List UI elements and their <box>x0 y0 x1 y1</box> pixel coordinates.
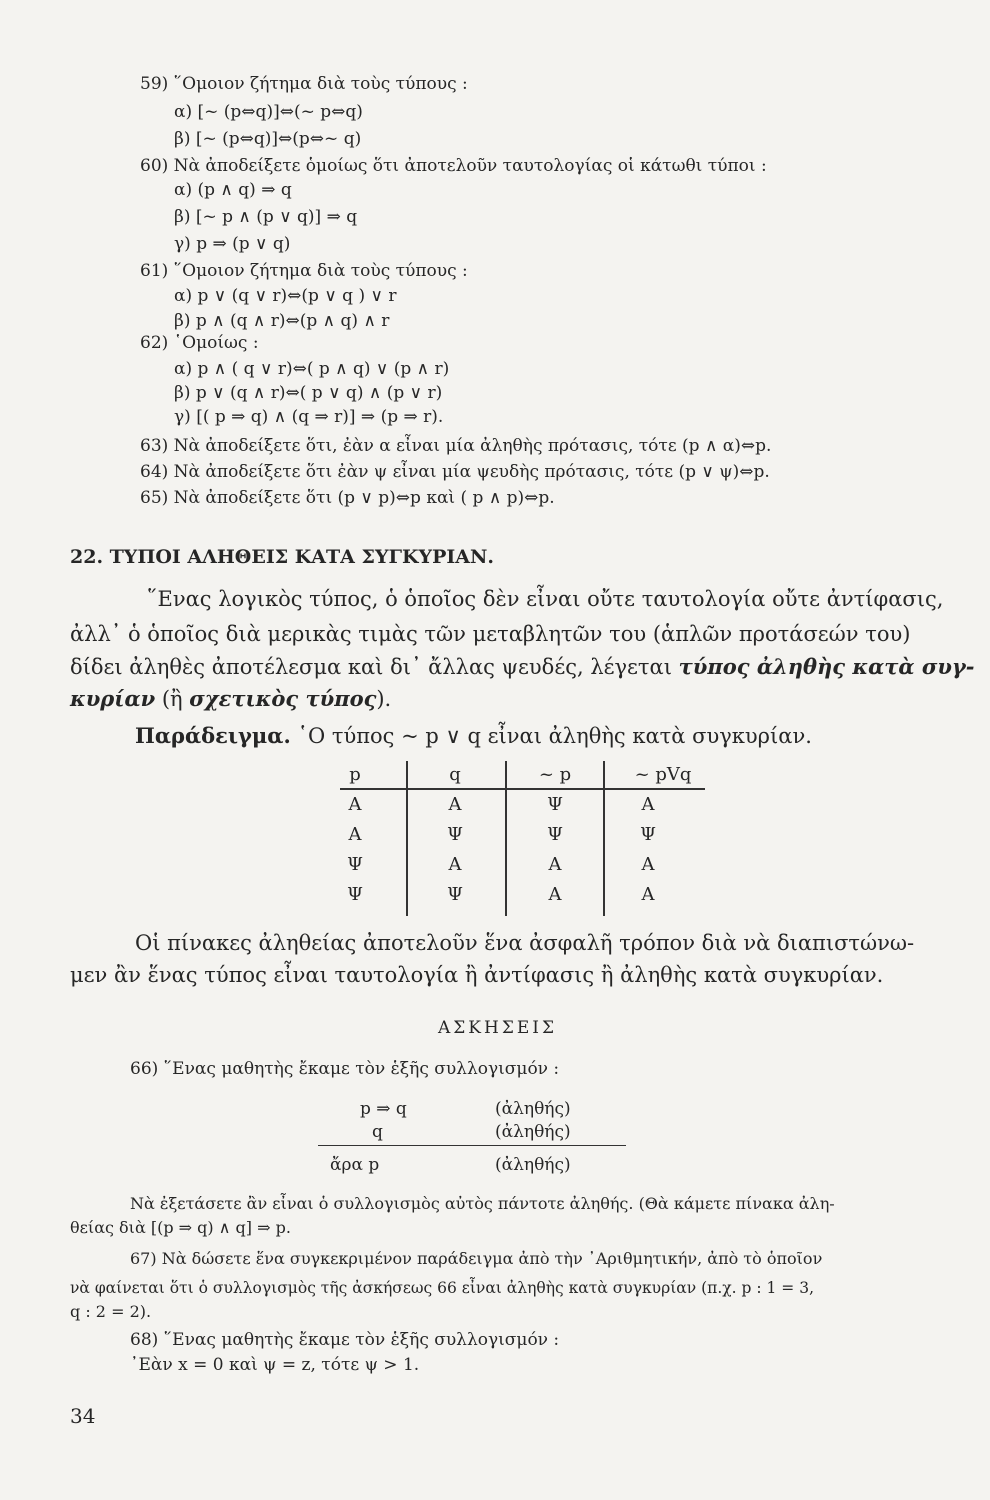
table-cell: Α <box>448 794 462 815</box>
ex60-a: α) (p ∧ q) ⇒ q <box>174 180 292 200</box>
ex67-line3: q : 2 = 2). <box>70 1302 152 1321</box>
ex68-line2: ᾽Εὰν x = 0 καὶ ψ = z, τότε ψ > 1. <box>130 1355 420 1375</box>
ex60-c: γ) p ⇒ (p ∨ q) <box>174 234 291 254</box>
table-cell: Ψ <box>347 884 363 905</box>
ex66-task-line2: θείας διὰ [(p ⇒ q) ∧ q] ⇒ p. <box>70 1218 291 1237</box>
table-header: p <box>349 764 361 785</box>
table-cell: Ψ <box>347 854 363 875</box>
section-p1-line4: κυρίαν (ἢ σχετικὸς τύπος). <box>70 686 392 711</box>
syllogism-note-3: (ἀληθής) <box>495 1155 571 1175</box>
ex62-c: γ) [( p ⇒ q) ∧ (q ⇒ r)] ⇒ (p ⇒ r). <box>174 407 444 427</box>
section-p2-line1: Οἱ πίνακες ἀληθείας ἀποτελοῦν ἕνα ἀσφαλῆ τρόπον διὰ νὰ διαπιστώνω- <box>135 931 915 955</box>
table-header: ~ pVq <box>634 764 692 785</box>
ex60-intro: 60) Νὰ ἀποδείξετε ὁμοίως ὅτι ἀποτελοῦν ταυτολογίας οἱ κάτωθι τύποι : <box>140 156 767 176</box>
section-p1-line1: ῞Ενας λογικὸς τύπος, ὁ ὁποῖος δὲν εἶναι οὔτε ταυτολογία οὔτε ἀντίφασις, <box>147 587 944 611</box>
ex62-b: β) p ∨ (q ∧ r)⇔( p ∨ q) ∧ (p ∨ r) <box>174 383 443 403</box>
table-cell: Α <box>348 824 362 845</box>
ex61-a: α) p ∨ (q ∨ r)⇔(p ∨ q ) ∨ r <box>174 286 397 306</box>
section-p1-line3: δίδει ἀληθὲς ἀποτέλεσμα καὶ δι᾽ ἄλλας ψευδές, λέγεται τύπος ἀληθὴς κατὰ συγ- <box>70 654 975 679</box>
example-label: Παράδειγμα. <box>135 723 291 748</box>
syllogism-note-1: (ἀληθής) <box>495 1099 571 1119</box>
ex59-b: β) [~ (p⇔q)]⇔(p⇔~ q) <box>174 129 362 149</box>
table-cell: Α <box>641 794 655 815</box>
ex61-b: β) p ∧ (q ∧ r)⇔(p ∧ q) ∧ r <box>174 311 390 331</box>
table-cell: Α <box>641 854 655 875</box>
table-cell: Α <box>641 884 655 905</box>
ex67-line2: νὰ φαίνεται ὅτι ὁ συλλογισμὸς τῆς ἀσκήσεως 66 εἶναι ἀληθὴς κατὰ συγκυρίαν (π.χ. p : 1 = 3, <box>70 1279 815 1297</box>
table-cell: Ψ <box>447 884 463 905</box>
example-line: Παράδειγμα. ῾Ο τύπος ~ p ∨ q εἶναι ἀληθὴς κατὰ συγκυρίαν. <box>135 723 812 748</box>
table-header: q <box>449 764 461 785</box>
table-cell: Α <box>348 794 362 815</box>
defined-term: τύπος ἀληθὴς κατὰ συγ- <box>678 654 975 679</box>
table-cell: Α <box>548 854 562 875</box>
ex59-a: α) [~ (p⇔q)]⇔(~ p⇔q) <box>174 102 363 122</box>
ex67-line1: 67) Νὰ δώσετε ἕνα συγκεκριμένον παράδειγμα ἀπὸ τὴν ᾽Αριθμητικήν, ἀπὸ τὸ ὁποῖον <box>130 1249 823 1268</box>
alt-term: σχετικὸς τύπος <box>189 686 377 711</box>
table-header: ~ p <box>538 764 572 785</box>
ex66-intro: 66) ῞Ενας μαθητὴς ἔκαμε τὸν ἑξῆς συλλογισμόν : <box>130 1059 560 1079</box>
section-p2-line2: μεν ἂν ἕνας τύπος εἶναι ταυτολογία ἢ ἀντίφασις ἢ ἀληθὴς κατὰ συγκυρίαν. <box>70 963 884 987</box>
syllogism-premise-1: p ⇒ q <box>360 1099 407 1119</box>
table-cell: Α <box>448 854 462 875</box>
table-cell: Ψ <box>547 824 563 845</box>
ex63: 63) Νὰ ἀποδείξετε ὅτι, ἐὰν α εἶναι μία ἀληθὴς πρότασις, τότε (p ∧ α)⇔p. <box>140 436 772 456</box>
ex62-intro: 62) ῾Ομοίως : <box>140 333 259 353</box>
ex59-intro: 59) ῞Ομοιον ζήτημα διὰ τοὺς τύπους : <box>140 74 468 94</box>
syllogism-premise-2: q <box>372 1122 383 1142</box>
ex62-a: α) p ∧ ( q ∨ r)⇔( p ∧ q) ∨ (p ∧ r) <box>174 359 450 379</box>
section-heading: 22. ΤΥΠΟΙ ΑΛΗΘΕΙΣ ΚΑΤΑ ΣΥΓΚΥΡΙΑΝ. <box>70 546 494 568</box>
ex65: 65) Νὰ ἀποδείξετε ὅτι (p ∨ p)⇔p καὶ ( p ∧ p)⇔p. <box>140 488 555 508</box>
ex60-b: β) [~ p ∧ (p ∨ q)] ⇒ q <box>174 207 358 227</box>
ex61-intro: 61) ῞Ομοιον ζήτημα διὰ τοὺς τύπους : <box>140 261 468 281</box>
section-p1-line2: ἀλλ᾽ ὁ ὁποῖος διὰ μερικὰς τιμὰς τῶν μεταβλητῶν του (ἁπλῶν προτάσεών του) <box>70 622 911 646</box>
ex64: 64) Νὰ ἀποδείξετε ὅτι ἐὰν ψ εἶναι μία ψευδὴς πρότασις, τότε (p ∨ ψ)⇔p. <box>140 462 770 482</box>
table-cell: Α <box>548 884 562 905</box>
table-cell: Ψ <box>447 824 463 845</box>
ex66-task-line1: Νὰ ἐξετάσετε ἂν εἶναι ὁ συλλογισμὸς αὐτὸς πάντοτε ἀληθής. (Θὰ κάμετε πίνακα ἀλη- <box>130 1194 835 1213</box>
page-number: 34 <box>70 1404 96 1428</box>
table-cell: Ψ <box>547 794 563 815</box>
ex68-intro: 68) ῞Ενας μαθητὴς ἔκαμε τὸν ἑξῆς συλλογισμόν : <box>130 1330 560 1350</box>
syllogism-note-2: (ἀληθής) <box>495 1122 571 1142</box>
table-cell: Ψ <box>640 824 656 845</box>
exercises-heading: ΑΣΚΗΣΕΙΣ <box>438 1018 557 1038</box>
syllogism-rule <box>318 1145 626 1146</box>
syllogism-conclusion: ἄρα p <box>330 1155 380 1175</box>
